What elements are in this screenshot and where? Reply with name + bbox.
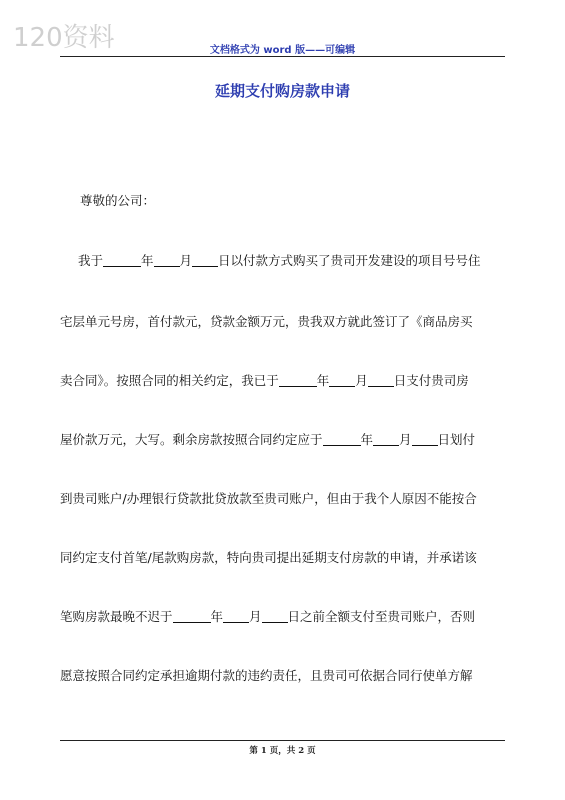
document-header-note: 文档格式为 word 版——可编辑 xyxy=(209,45,356,56)
blank-day xyxy=(262,610,288,623)
blank-day xyxy=(412,433,438,446)
body-line-1: 我于 年 月 日以付款方式购买了贵司开发建设的项目号号住 xyxy=(78,253,481,268)
body-line-5: 到贵司账户/办理银行贷款批贷放款至贵司账户，但由于我个人原因不能按合 xyxy=(60,491,477,506)
body-line-8: 愿意按照合同约定承担逾期付款的违约责任，且贵司可依据合同行使单方解 xyxy=(60,668,473,683)
header-rule xyxy=(60,56,505,57)
body-line-2: 宅层单元号房，首付款元，贷款金额万元，贵我双方就此签订了《商品房买 xyxy=(60,314,473,329)
blank-day xyxy=(192,254,218,267)
blank-year xyxy=(173,610,211,623)
blank-year xyxy=(279,374,317,387)
body-line-6: 同约定支付首笔/尾款购房款，特向贵司提出延期支付房款的申请，并承诺该 xyxy=(60,550,477,565)
page-number: 第 1 页，共 2 页 xyxy=(249,746,316,756)
blank-year xyxy=(103,254,141,267)
watermark: 120资料 xyxy=(13,23,115,53)
blank-day xyxy=(368,374,394,387)
blank-month xyxy=(373,433,399,446)
body-line-7: 笔购房款最晚不迟于 年 月 日之前全额支付至贵司账户，否则 xyxy=(60,609,476,624)
blank-month xyxy=(329,374,355,387)
blank-month xyxy=(223,610,249,623)
blank-month xyxy=(154,254,180,267)
body-line-3: 卖合同》。按照合同的相关约定，我已于 年 月 日支付贵司房 xyxy=(60,373,469,388)
document-title: 延期支付购房款申请 xyxy=(214,82,350,100)
salutation: 尊敬的公司： xyxy=(80,193,156,208)
body-line-4: 屋价款万元，大写。剩余房款按照合同约定应于 年 月 日划付 xyxy=(60,432,476,447)
footer-rule xyxy=(60,740,505,741)
blank-year xyxy=(323,433,361,446)
